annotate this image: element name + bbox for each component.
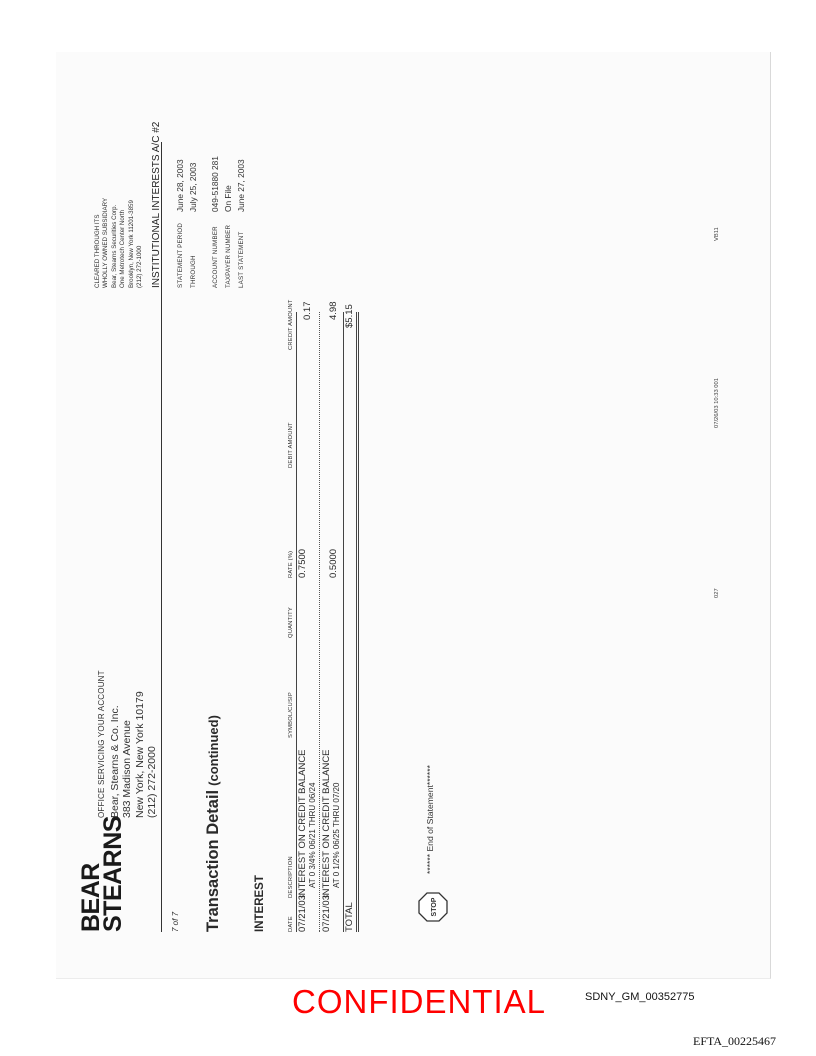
subsection-title: INTEREST [254, 875, 266, 932]
total-value: $5.15 [344, 304, 355, 328]
footer-code-3: VB11 [714, 227, 720, 241]
row2-credit: 4.98 [328, 301, 339, 320]
stop-icon [418, 892, 448, 922]
row2-description-detail: AT 0 1/2% 06/25 THRU 07/20 [332, 782, 341, 888]
row1-credit: 0.17 [302, 301, 313, 320]
svg-text:STOP: STOP [431, 897, 438, 917]
end-of-statement: ****** End of Statement****** [425, 765, 435, 874]
account-name: INSTITUTIONAL INTERESTS A/C #2 [151, 121, 162, 288]
footer-code-2: 07/26/03 10:33 001 [714, 378, 720, 428]
page-number: 7 of 7 [171, 911, 180, 932]
statement-info: STATEMENT PERIOD June 28, 2003 THROUGH July 25, 2003 ACCOUNT NUMBER 049-51880 281 TAXPAYER NUMBER On File LAST STATEMENT June 27, 2003 [175, 156, 246, 288]
row1-description: INTEREST ON CREDIT BALANCE [297, 749, 308, 898]
total-top-rule [343, 312, 344, 932]
servicing-office-address: OFFICE SERVICING YOUR ACCOUNT Bear, Stearns & Co. Inc. 383 Madison Avenue New York, New York 10179 (212) 272-2000 [97, 670, 158, 818]
statement-page [56, 52, 770, 978]
row1-date: 07/21/03 [297, 895, 308, 932]
total-double-rule [358, 312, 359, 932]
col-header-description: DESCRIPTION [288, 856, 294, 898]
bear-stearns-logo: BEAR STEARNS [77, 816, 127, 932]
row1-rate: 0.7500 [297, 548, 308, 578]
clearing-firm-address: CLEARED THROUGH ITS WHOLLY OWNED SUBSIDIARY Bear, Stearns Securities Corp. One Metrotech Center North Brooklyn, New York 11201-3859 (212) 272-1000 [94, 197, 144, 288]
efta-number: EFTA_00225467 [693, 1034, 777, 1048]
bates-number: SDNY_GM_00352775 [585, 991, 695, 1003]
total-label: TOTAL [344, 902, 355, 932]
col-header-credit: CREDIT AMOUNT [288, 299, 294, 350]
section-title: Transaction Detail(continued) [204, 715, 222, 932]
total-bottom-rule [356, 312, 357, 932]
col-header-debit: DEBIT AMOUNT [288, 422, 294, 468]
header-rule [161, 142, 162, 932]
col-header-symbol: SYMBOL/CUSIP [288, 692, 294, 738]
col-header-date: DATE [288, 916, 294, 932]
row-divider [319, 312, 320, 932]
row2-description: INTEREST ON CREDIT BALANCE [321, 749, 332, 898]
row1-description-detail: AT 0 3/4% 06/21 THRU 06/24 [308, 782, 317, 888]
footer-code-1: 027 [714, 588, 720, 598]
row2-date: 07/21/03 [321, 895, 332, 932]
confidential-stamp: CONFIDENTIAL [292, 983, 547, 1020]
col-header-rate: RATE (%) [288, 550, 294, 578]
row2-rate: 0.5000 [328, 548, 339, 578]
col-header-quantity: QUANTITY [288, 607, 294, 638]
